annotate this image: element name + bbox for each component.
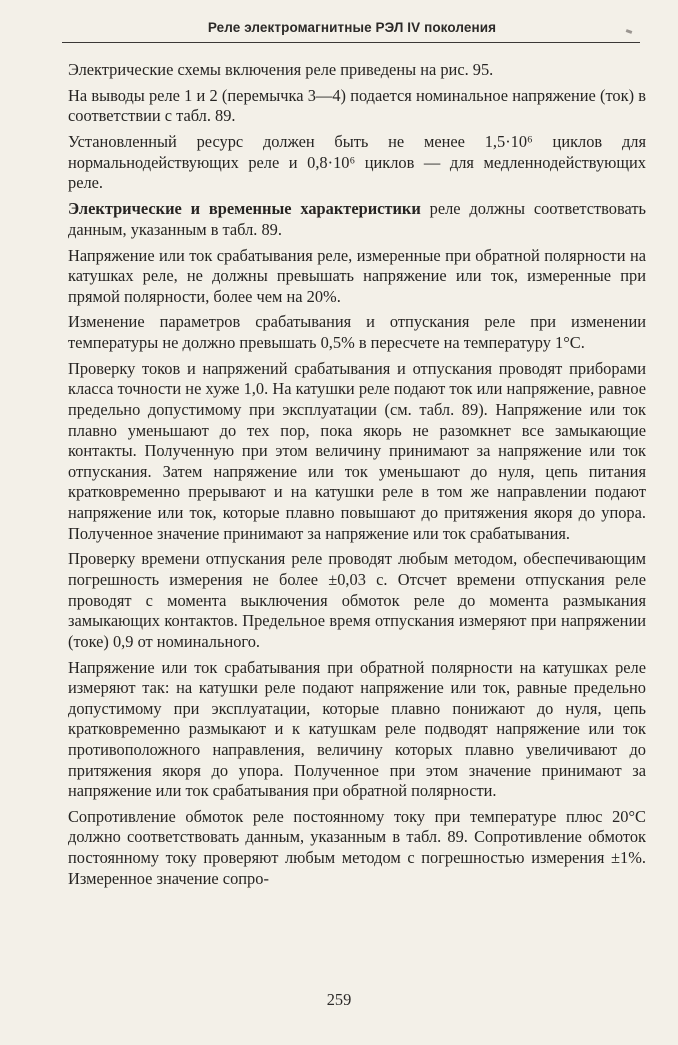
paragraph-text: Проверку токов и напряжений срабатывания и отпускания проводят приборами класса точности не хуже 1,0. На катушки реле подают ток или напряжение, равное предельно допустимому при эксплуатации (см. табл. 89). Напряжение или ток плавно уменьшают до тех пор, пока якорь не разомкнет все замыкающие контакты. Полученную при этом величину принимают за напряжение или ток отпускания. Затем напряжение или ток уменьшают до нуля, цепь питания кратковременно прерывают и на катушки реле в том же направлении подают напряжение или ток, которые плавно повышают до притяжения якоря до упора. Полученное значение принимают за напряжение или ток срабатывания. <box>68 358 646 543</box>
paragraph-text: Напряжение или ток срабатывания при обратной полярности на катушках реле измеряют так: на катушки реле подают напряжение или ток, равные предельно допустимому при эксплуатации, которые плавно понижают до нуля, цепь кратковременно размыкают и к катушкам реле подводят напряжение или ток противоположного направления, величину которых плавно увеличивают до притяжения якоря до упора. Полученное при этом значение принимают за напряжение или ток срабатывания при обратной полярности. <box>68 657 646 801</box>
body-text <box>68 60 646 894</box>
paragraph-lead-bold: Электрические и временные характеристики <box>68 199 421 219</box>
paragraph-7 <box>68 359 646 544</box>
paragraph-3 <box>68 132 646 194</box>
paragraph-text: Сопротивление обмоток реле постоянному току при температуре плюс 20°С должно соответствовать данным, указанным в табл. 89. Сопротивление обмоток постоянному току проверяют любым методом с погрешностью измерения ±1%. Измеренное значение сопро- <box>68 806 646 888</box>
paragraph-4 <box>68 199 646 240</box>
paragraph-text: Изменение параметров срабатывания и отпускания реле при изменении температуры не должно превышать 0,5% в пересчете на температуру 1°С. <box>68 312 646 353</box>
paragraph-text: реле должны соответствовать данным, указанным в табл. 89. <box>68 199 646 239</box>
page-number: 259 <box>326 990 352 1009</box>
paragraph-text: На выводы реле 1 и 2 (перемычка 3—4) подается номинальное напряжение (ток) в соответствии с табл. 89. <box>68 85 646 126</box>
paragraph-1 <box>68 60 646 81</box>
paragraph-text: Установленный ресурс должен быть не менее 1,5·10⁶ циклов для нормальнодействующих реле и 0,8·10⁶ циклов — для медленнодействующих реле. <box>68 132 646 193</box>
paragraph-text: Проверку времени отпускания реле проводят любым методом, обеспечивающим погрешность измерения не более ±0,03 с. Отсчет времени отпускания реле проводят с момента выключения обмоток реле до момента размыкания замыкающих контактов. Предельное время отпускания измеряют при напряжении (токе) 0,9 от номинального. <box>68 549 646 651</box>
paragraph-text: Напряжение или ток срабатывания реле, измеренные при обратной полярности на катушках реле, не должны превышать напряжение или ток, измеренные при прямой полярности, более чем на 20%. <box>68 245 646 306</box>
paragraph-9 <box>68 658 646 802</box>
paragraph-5 <box>68 246 646 308</box>
header-rule <box>62 42 640 43</box>
paragraph-8 <box>68 549 646 652</box>
paragraph-10 <box>68 807 646 889</box>
running-title: Реле электромагнитные РЭЛ IV поколения <box>207 20 497 35</box>
paragraph-2 <box>68 86 646 127</box>
paragraph-text: Электрические схемы включения реле приведены на рис. 95. <box>68 60 494 79</box>
paragraph-6 <box>68 312 646 353</box>
